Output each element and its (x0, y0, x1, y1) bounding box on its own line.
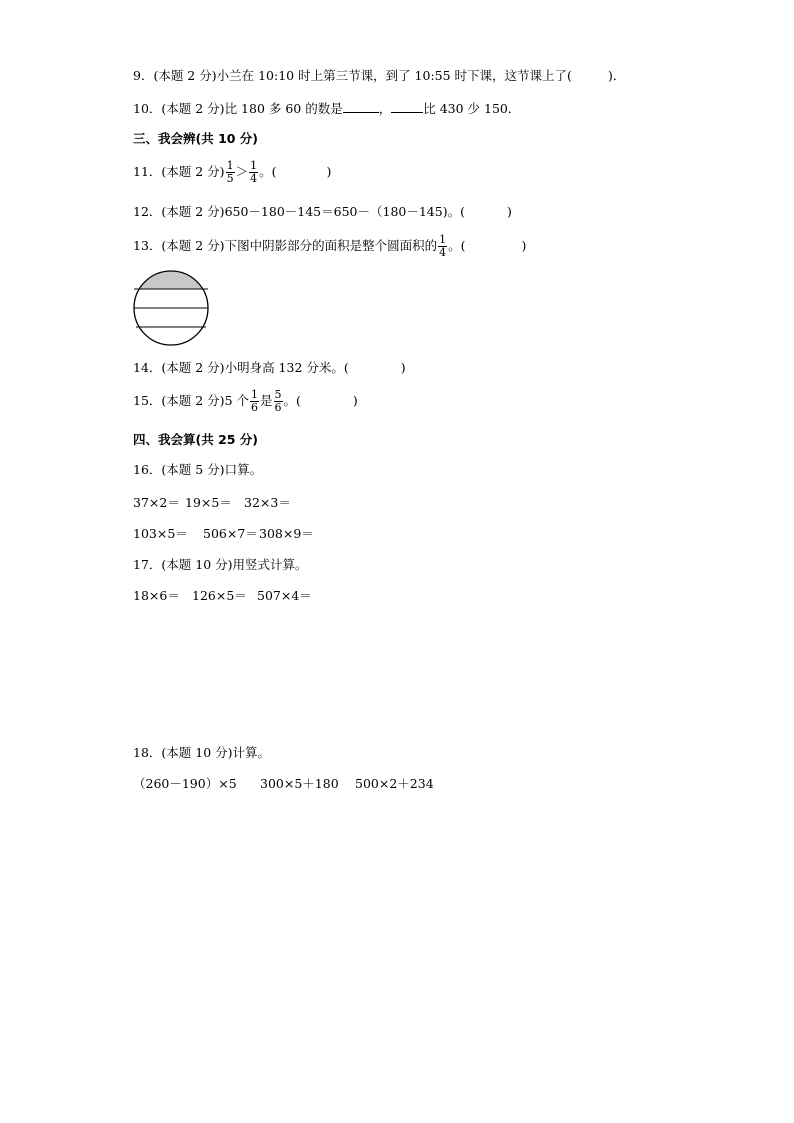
section-heading: 三、我会辨(共 10 分) (133, 131, 259, 146)
fraction: $\frac{5}{6}$ (274, 388, 282, 414)
circle-figure (131, 269, 213, 349)
question-17 (133, 557, 308, 573)
question-10 (133, 100, 520, 117)
question-close: ) (326, 164, 332, 179)
calc-row (133, 495, 291, 511)
question-text: 5 个 (224, 393, 249, 408)
calc-item: 308×9＝ (259, 526, 314, 541)
question-text: 下图中阴影部分的面积是整个圆面积的 (224, 238, 438, 253)
question-label: 18．(本题 10 分) (133, 745, 233, 760)
calc-item: 507×4＝ (257, 588, 312, 603)
answer-blank[interactable] (391, 100, 423, 113)
question-text: ， (378, 101, 392, 116)
question-text: 口算。 (224, 462, 263, 477)
calc-row (133, 776, 434, 792)
calc-item: 37×2＝ (133, 495, 180, 510)
question-text: 比 180 多 60 的数是 (224, 101, 343, 116)
calc-item: （260－190）×5 (133, 776, 237, 791)
comparison-operator: ＞ (235, 164, 249, 179)
question-13 (133, 234, 526, 259)
question-label: 14．(本题 2 分) (133, 360, 225, 375)
question-12 (133, 204, 512, 220)
question-close: ) (506, 204, 512, 219)
question-text: 。( (448, 238, 466, 253)
question-label: 16．(本题 5 分) (133, 462, 225, 477)
calc-row (133, 526, 314, 542)
question-14 (133, 360, 406, 376)
calc-row (133, 588, 312, 604)
section-heading: 四、我会算(共 25 分) (133, 432, 259, 447)
calc-item: 19×5＝ (185, 495, 232, 510)
answer-blank[interactable] (343, 100, 379, 113)
question-16 (133, 462, 262, 478)
question-label: 12．(本题 2 分) (133, 204, 225, 219)
calc-item: 506×7＝ (203, 526, 258, 541)
question-close: ) (521, 238, 527, 253)
question-text: 。( (259, 164, 277, 179)
question-text: 小明身高 132 分米。( (224, 360, 349, 375)
question-label: 11．(本题 2 分) (133, 164, 225, 179)
calc-item: 300×5＋180 (260, 776, 339, 791)
question-close: ) (400, 360, 406, 375)
calc-item: 32×3＝ (244, 495, 291, 510)
calc-item: 126×5＝ (192, 588, 247, 603)
calc-item: 103×5＝ (133, 526, 188, 541)
fraction: $\frac{1}{6}$ (251, 388, 258, 414)
question-text: 计算。 (232, 745, 271, 760)
question-9 (133, 68, 625, 84)
question-15 (133, 389, 358, 414)
question-text: 比 430 少 150． (423, 101, 521, 116)
question-label: 9．(本题 2 分) (133, 68, 217, 83)
question-text: 是 (260, 393, 273, 408)
fraction: $\frac{1}{5}$ (226, 159, 234, 185)
calc-item: 500×2＋234 (355, 776, 434, 791)
question-label: 10．(本题 2 分) (133, 101, 225, 116)
calc-item: 18×6＝ (133, 588, 180, 603)
question-text: 小兰在 10:10 时上第三节课，到了 10:55 时下课，这节课上了( (216, 68, 572, 83)
question-text: 。( (283, 393, 301, 408)
question-label: 15．(本题 2 分) (133, 393, 225, 408)
fraction: $\frac{1}{4}$ (439, 233, 447, 259)
question-18 (133, 745, 270, 761)
question-text: 用竖式计算。 (232, 557, 308, 572)
question-label: 17．(本题 10 分) (133, 557, 233, 572)
question-close: )． (607, 68, 626, 83)
question-text: 650－180－145＝650－（180－145)。( (224, 204, 465, 219)
question-11 (133, 160, 331, 185)
question-label: 13．(本题 2 分) (133, 238, 225, 253)
question-close: ) (352, 393, 358, 408)
fraction: $\frac{1}{4}$ (250, 159, 258, 185)
